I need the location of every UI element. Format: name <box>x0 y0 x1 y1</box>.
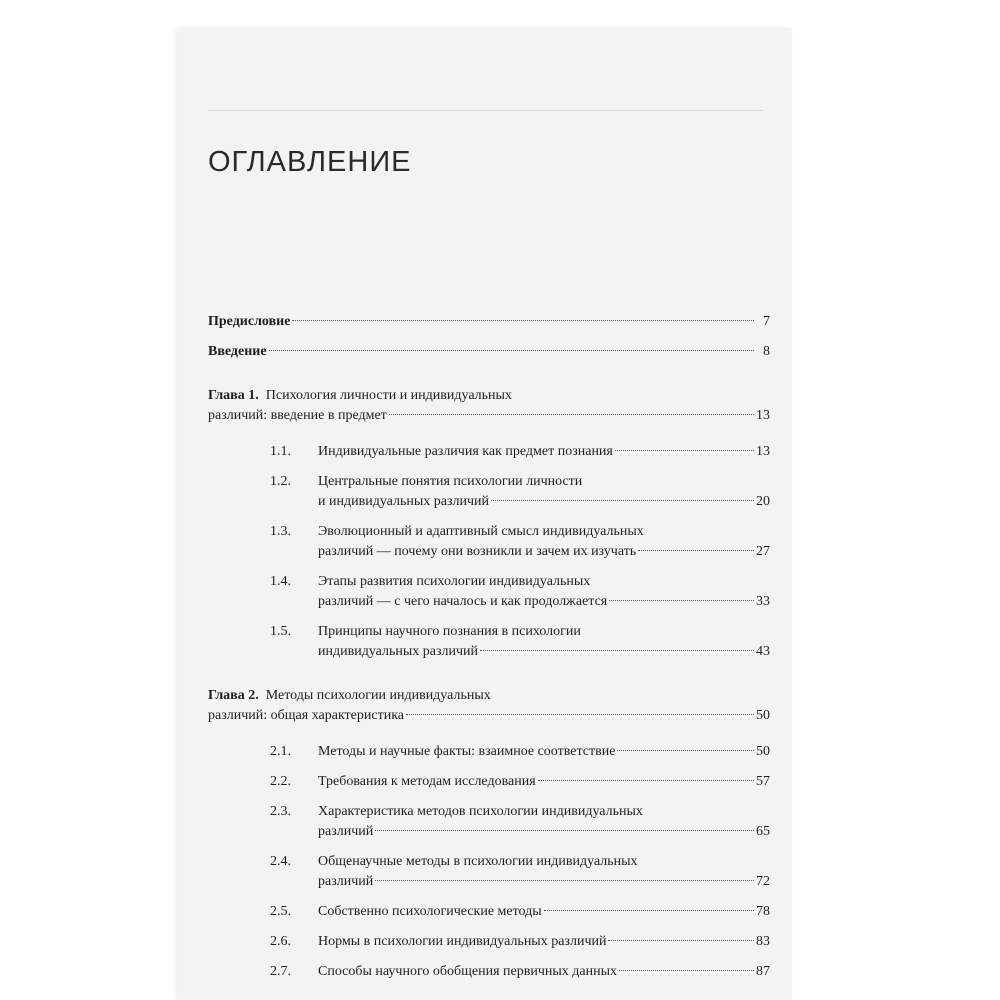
toc-page-number: 78 <box>756 904 770 919</box>
toc-page-number: 72 <box>756 874 770 889</box>
chapter-label: Глава 2. <box>208 688 259 703</box>
section-title: Методы и научные факты: взаимное соответствие <box>318 744 616 759</box>
dot-leader <box>480 650 754 651</box>
dot-leader <box>375 880 754 881</box>
section-number: 2.5. <box>270 904 291 919</box>
section-number: 2.6. <box>270 934 291 949</box>
section-number: 2.7. <box>270 964 291 979</box>
section-title: Способы научного обобщения первичных данных <box>318 964 617 979</box>
section-title: Нормы в психологии индивидуальных различий <box>318 934 607 949</box>
chapter-title-line1: Психология личности и индивидуальных <box>265 388 512 403</box>
toc-page-number: 13 <box>756 444 770 459</box>
toc-page-number: 65 <box>756 824 770 839</box>
section-number: 1.4. <box>270 574 291 589</box>
toc-section-2-6[interactable] <box>208 932 770 952</box>
toc-section-2-5[interactable] <box>208 902 770 922</box>
toc-page-number: 87 <box>756 964 770 979</box>
toc-section-1-3[interactable] <box>208 522 770 562</box>
chapter-title-line2: различий: введение в предмет <box>208 408 387 423</box>
section-number: 1.2. <box>270 474 291 489</box>
section-title-line1: Центральные понятия психологии личности <box>318 474 583 489</box>
toc-entry-introduction[interactable] <box>208 342 770 362</box>
toc-chapter-1[interactable] <box>208 386 770 426</box>
toc-page-number: 13 <box>756 408 770 423</box>
toc-page-number: 43 <box>756 644 770 659</box>
toc-page-number: 83 <box>756 934 770 949</box>
dot-leader <box>617 750 754 751</box>
toc-entry-preface[interactable] <box>208 312 770 332</box>
section-title-line2: различий <box>318 874 374 889</box>
toc-section-2-1[interactable] <box>208 742 770 762</box>
dot-leader <box>638 550 754 551</box>
section-title-line2: и индивидуальных различий <box>318 494 489 509</box>
toc-page-number: 20 <box>756 494 770 509</box>
toc-section-1-2[interactable] <box>208 472 770 512</box>
header-rule <box>208 110 763 111</box>
section-title-line1: Принципы научного познания в психологии <box>318 624 581 639</box>
section-number: 2.2. <box>270 774 291 789</box>
section-title-line1: Характеристика методов психологии индивидуальных <box>318 804 643 819</box>
section-number: 1.5. <box>270 624 291 639</box>
dot-leader <box>375 830 754 831</box>
dot-leader <box>269 350 754 351</box>
section-title: Собственно психологические методы <box>318 904 542 919</box>
section-number: 2.4. <box>270 854 291 869</box>
toc-section-2-3[interactable] <box>208 802 770 842</box>
section-title-line2: различий <box>318 824 374 839</box>
section-title: Индивидуальные различия как предмет познания <box>318 444 613 459</box>
toc-chapter-2[interactable] <box>208 686 770 726</box>
dot-leader <box>406 714 754 715</box>
dot-leader <box>292 320 754 321</box>
section-number: 2.1. <box>270 744 291 759</box>
toc-page-number: 50 <box>756 744 770 759</box>
toc-page-number: 7 <box>763 314 770 329</box>
section-number: 2.3. <box>270 804 291 819</box>
toc-page-number: 50 <box>756 708 770 723</box>
dot-leader <box>619 970 754 971</box>
toc-section-2-7[interactable] <box>208 962 770 982</box>
page-title: ОГЛАВЛЕНИЕ <box>208 146 412 178</box>
section-title-line2: различий — почему они возникли и зачем их изучать <box>318 544 637 559</box>
dot-leader <box>389 414 754 415</box>
chapter-title-line2: различий: общая характеристика <box>208 708 405 723</box>
toc-section-1-4[interactable] <box>208 572 770 612</box>
section-title-line2: различий — с чего началось и как продолжается <box>318 594 608 609</box>
toc-entry-label: Введение <box>208 344 267 359</box>
section-title-line1: Общенаучные методы в психологии индивидуальных <box>318 854 638 869</box>
section-title-line1: Эволюционный и адаптивный смысл индивидуальных <box>318 524 644 539</box>
chapter-label: Глава 1. <box>208 388 259 403</box>
dot-leader <box>538 780 754 781</box>
toc-page-number: 8 <box>763 344 770 359</box>
dot-leader <box>609 600 754 601</box>
toc-section-1-5[interactable] <box>208 622 770 662</box>
toc-page-number: 33 <box>756 594 770 609</box>
dot-leader <box>608 940 754 941</box>
section-number: 1.1. <box>270 444 291 459</box>
toc-section-2-2[interactable] <box>208 772 770 792</box>
toc-page-number: 57 <box>756 774 770 789</box>
toc-section-1-1[interactable] <box>208 442 770 462</box>
section-title: Требования к методам исследования <box>318 774 536 789</box>
toc-entry-label: Предисловие <box>208 314 291 329</box>
section-title-line1: Этапы развития психологии индивидуальных <box>318 574 591 589</box>
dot-leader <box>544 910 754 911</box>
section-title-line2: индивидуальных различий <box>318 644 478 659</box>
book-page <box>178 28 792 1000</box>
toc-section-2-4[interactable] <box>208 852 770 892</box>
toc-page-number: 27 <box>756 544 770 559</box>
dot-leader <box>491 500 754 501</box>
chapter-title-line1: Методы психологии индивидуальных <box>265 688 491 703</box>
section-number: 1.3. <box>270 524 291 539</box>
table-of-contents <box>208 312 770 982</box>
dot-leader <box>615 450 754 451</box>
